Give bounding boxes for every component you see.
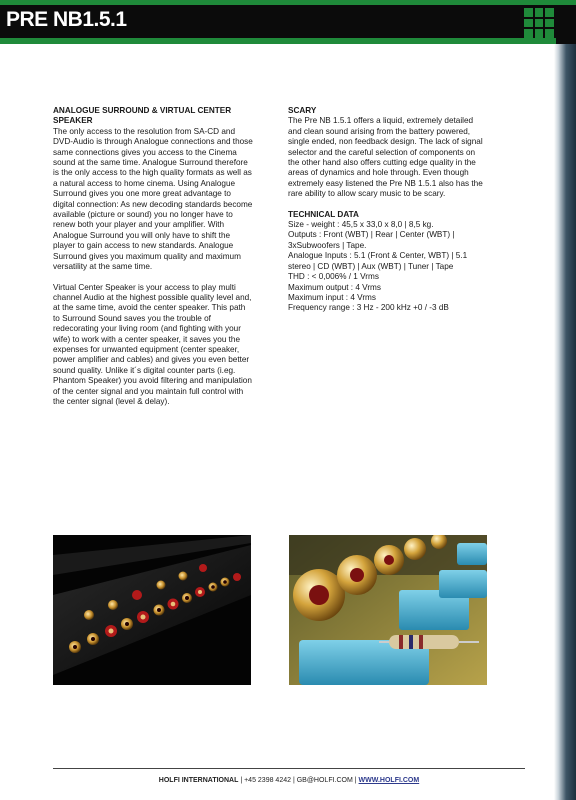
page-edge-shadow xyxy=(554,44,576,800)
header-bottom-stripe xyxy=(0,38,556,44)
left-column xyxy=(53,106,253,407)
header-top-stripe xyxy=(0,0,576,5)
page-header xyxy=(0,0,576,44)
right-column xyxy=(288,106,488,314)
footer-company: HOLFI INTERNATIONAL xyxy=(158,777,239,784)
spec-outputs: Outputs : Front (WBT) | Rear | Center (WBT) | 3xSubwoofers | Tape. xyxy=(288,230,455,250)
page-footer xyxy=(53,777,525,784)
footer-contact: | +45 2398 4242 | GB@HOLFI.COM | xyxy=(238,777,359,784)
spec-analogue-inputs: Analogue Inputs : 5.1 (Front & Center, WBT) | 5.1 stereo | CD (WBT) | Aux (WBT) | Tuner | Tape xyxy=(288,251,468,271)
spec-thd: THD : < 0,006% / 1 Vrms xyxy=(288,272,379,282)
footer-website-link[interactable]: WWW.HOLFI.COM xyxy=(358,777,420,784)
rear-panel-connectors-photo xyxy=(53,535,251,685)
surround-paragraph: The only access to the resolution from SA-CD and DVD-Audio is through Analogue connections and those same connections gives you access to the Cinema sound at the same time. Analogue Surround therefore is the only access to the high quality formats as well as a natural access to home cinema. Using Analogue Surround gives you one more great advantage to digital connection: As new decoding standards become available (picture or sound) you no longer have to renew both your player and your amplifier. With Analogue Surround you will only have to shift the player to gain access to new standards. Analogue Surround gives you maximum quality and maximum versatility at the same time. xyxy=(53,126,253,272)
footer-divider xyxy=(53,768,525,769)
section-heading-scary: SCARY xyxy=(288,106,317,115)
virtual-center-paragraph: Virtual Center Speaker is your access to play multi channel Audio at the highest possible quality level and, at the same time, avoid the center speaker. This path to Surround Sound saves you the trouble of redecorating your living room (and fighting with your wife) to work with a center speaker, it saves you the expenses for unwanted equipment (center speaker, power amplifier and cables) and gives you even better sound quality. Unlike it´s digital counter parts (i.eg. Phantom Speaker) you avoid filtering and manipulation of the center signal and you maintain full control with the center signal (level & delay). xyxy=(53,282,252,406)
spec-max-input: Maximum input : 4 Vrms xyxy=(288,292,376,302)
grid-logo-icon xyxy=(524,8,554,38)
spec-max-output: Maximum output : 4 Vrms xyxy=(288,282,381,292)
circuit-board-photo xyxy=(289,535,487,685)
scary-paragraph: The Pre NB 1.5.1 offers a liquid, extremely detailed and clean sound arising from the battery powered, single ended, non feedback design. The lack of signal selector and the careful selection of components on the other hand also offers cutting edge quality in the areas of dynamics and hole through. Even though extremely easy listened the Pre NB 1.5.1 also has the rare ability to allow scary music to be scary. xyxy=(288,116,483,199)
section-heading-technical-data: TECHNICAL DATA xyxy=(288,209,359,219)
page-title: PRE NB1.5.1 xyxy=(6,8,127,31)
spec-frequency-range: Frequency range : 3 Hz - 200 kHz +0 / -3 dB xyxy=(288,303,449,313)
spec-size-weight: Size - weight : 45,5 x 33,0 x 8,0 | 8,5 kg. xyxy=(288,220,434,230)
section-heading-surround: ANALOGUE SURROUND & VIRTUAL CENTER SPEAKER xyxy=(53,106,232,126)
